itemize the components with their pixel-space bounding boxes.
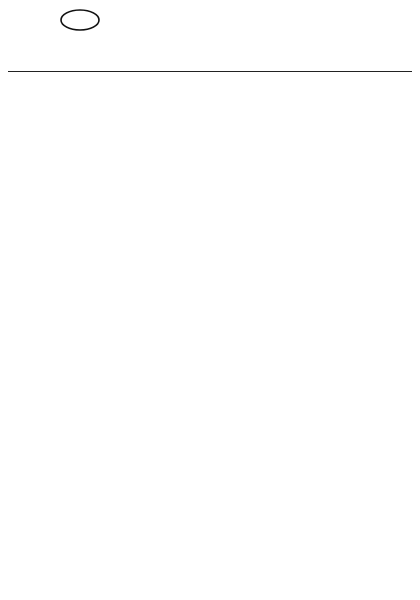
sample-received xyxy=(20,398,24,407)
test-request-item xyxy=(64,325,78,336)
test-request-item xyxy=(64,293,78,304)
results xyxy=(20,437,24,446)
lab-logo xyxy=(60,9,100,31)
test-request-item xyxy=(64,309,78,320)
reference-bar xyxy=(8,59,412,72)
test-period xyxy=(20,418,30,427)
